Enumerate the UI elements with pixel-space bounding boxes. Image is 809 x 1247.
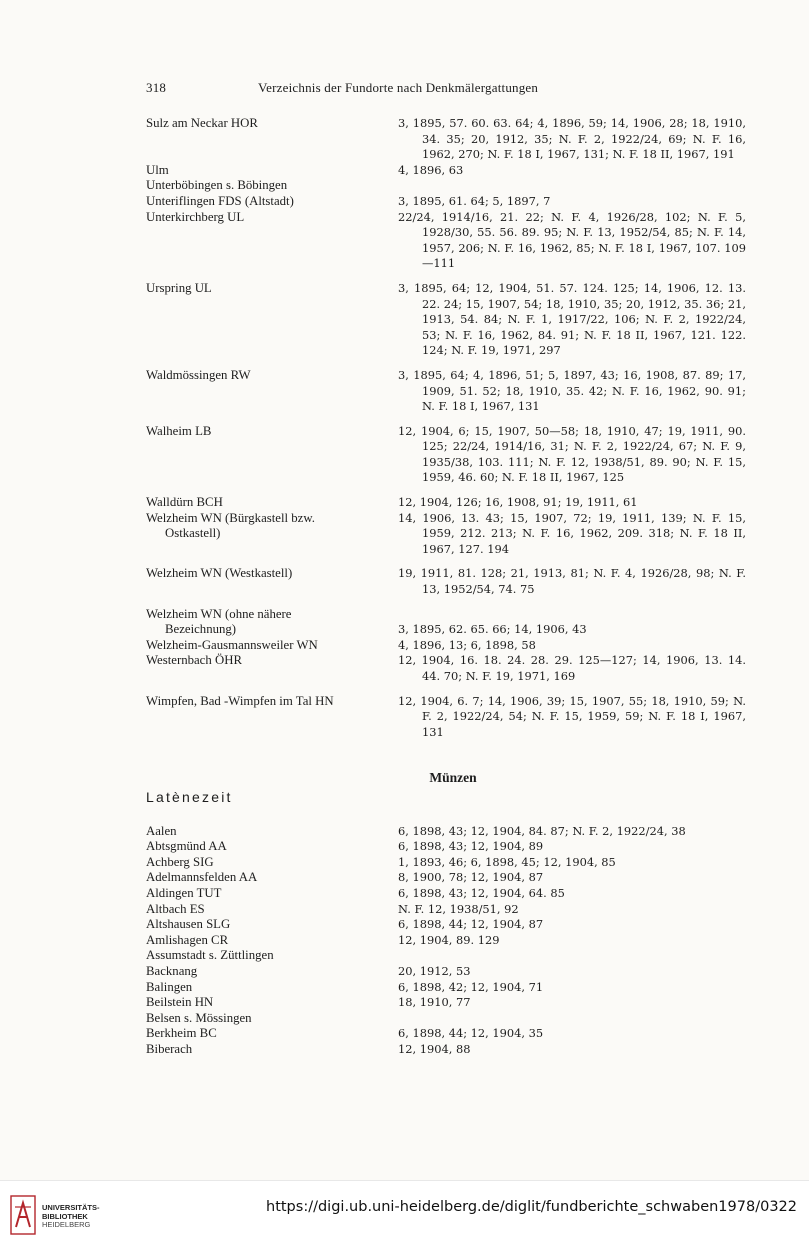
library-logo[interactable] (10, 1195, 130, 1235)
index-entry (146, 281, 746, 359)
place-line: Assumstadt s. Züttlingen (146, 948, 274, 963)
entry-spacer (146, 486, 746, 495)
place-line: Ulm (146, 162, 169, 177)
entry-references (398, 511, 746, 558)
reference-text: 4, 1896, 63 (398, 162, 464, 177)
reference-text: 3, 1895, 62. 65. 66; 14, 1906, 43 (398, 622, 587, 637)
entry-place (146, 870, 398, 886)
place-line: Beilstein HN (146, 995, 214, 1010)
entry-place (146, 839, 398, 855)
reference-text: 18, 1910, 77 (398, 995, 471, 1010)
index-entry (146, 839, 746, 855)
place-line: Biberach (146, 1041, 193, 1056)
index-entry (146, 855, 746, 871)
place-line: Welzheim WN (ohne nähere (146, 606, 292, 621)
entry-references (398, 902, 746, 918)
index-entry (146, 694, 746, 741)
reference-text: 6, 1898, 43; 12, 1904, 89 (398, 839, 544, 854)
place-line: Aldingen TUT (146, 885, 222, 900)
entry-place (146, 178, 398, 194)
entry-spacer (146, 415, 746, 424)
index-entry (146, 1011, 746, 1027)
reference-text (398, 607, 746, 623)
entry-spacer (146, 598, 746, 607)
entry-place (146, 281, 398, 297)
entry-place (146, 1042, 398, 1058)
entry-place (146, 1026, 398, 1042)
index-entry (146, 368, 746, 415)
index-entry (146, 948, 746, 964)
viewer-footer (0, 1180, 809, 1247)
reference-text: 8, 1900, 78; 12, 1904, 87 (398, 870, 544, 885)
place-line: Unterkirchberg UL (146, 209, 245, 224)
index-entry (146, 902, 746, 918)
entry-references (398, 210, 746, 272)
entry-place (146, 566, 398, 582)
entry-references (398, 1026, 746, 1042)
entry-place (146, 163, 398, 179)
running-title: Verzeichnis der Fundorte nach Denkmälergattungen (258, 80, 539, 95)
reference-text: 3, 1895, 64; 12, 1904, 51. 57. 124. 125; 14, 1906, 12. 13. 22. 24; 15, 1907, 54; 18, 1910, 35; 20, 1912, 35. 36; 21, 1913, 54. 84; N. F. 1, 1917/22, 106; N. F. 2, 1922/24, 53; N. F. 16, 1962, 84. 91; N. F. 18 II, 1967, 121. 122. 124; N. F. 19, 1971, 297 (398, 280, 746, 358)
entry-references (398, 566, 746, 597)
index-entry (146, 638, 746, 654)
logo-line-2: BIBLIOTHEK (42, 1211, 88, 1221)
place-line: Westernbach ÖHR (146, 653, 242, 668)
entry-spacer (146, 359, 746, 368)
entry-references (398, 163, 746, 179)
reference-text: 14, 1906, 13. 43; 15, 1907, 72; 19, 1911, 139; N. F. 15, 1959, 212. 213; N. F. 16, 1962, 209. 318; N. F. 18 II, 1967, 127. 194 (398, 510, 746, 556)
index-entry (146, 424, 746, 486)
entry-references (398, 824, 746, 840)
reference-text: 3, 1895, 64; 4, 1896, 51; 5, 1897, 43; 16, 1908, 87. 89; 17, 1909, 51. 52; 18, 1910, 35. 42; N. F. 16, 1962, 90. 91; N. F. 18 I, 1967, 131 (398, 367, 746, 414)
reference-text: 12, 1904, 6. 7; 14, 1906, 39; 15, 1907, 55; 18, 1910, 59; N. F. 2, 1922/24, 54; N. F. 15, 1959, 59; N. F. 18 I, 1967, 131 (398, 693, 746, 739)
place-line: Unterböbingen s. Böbingen (146, 178, 288, 193)
entry-references (398, 933, 746, 949)
index-entry (146, 607, 746, 638)
entry-references (398, 694, 746, 741)
index-entry (146, 886, 746, 902)
entry-place (146, 964, 398, 980)
logo-line-1: UNIVERSITÄTS- (42, 1203, 100, 1212)
reference-text: 12, 1904, 89. 129 (398, 932, 500, 947)
entry-references (398, 281, 746, 359)
index-entry (146, 995, 746, 1011)
reference-text: 6, 1898, 42; 12, 1904, 71 (398, 979, 544, 994)
page-number: 318 (146, 80, 167, 95)
place-line: Backnang (146, 963, 198, 978)
entry-references (398, 607, 746, 638)
place-line: Sulz am Neckar HOR (146, 116, 258, 130)
reference-text: 12, 1904, 16. 18. 24. 28. 29. 125—127; 14, 1906, 13. 14. 44. 70; N. F. 19, 1971, 169 (398, 653, 746, 683)
entry-place (146, 948, 398, 964)
index-entry (146, 653, 746, 684)
place-line: Walheim LB (146, 423, 212, 438)
index-entry (146, 964, 746, 980)
place-line: Bezeichnung) (165, 622, 237, 637)
logo-line-3: HEIDELBERG (42, 1220, 91, 1229)
entry-references (398, 194, 746, 210)
entry-references (398, 424, 746, 486)
entry-references (398, 995, 746, 1011)
entry-place (146, 1011, 398, 1027)
entry-spacer (146, 557, 746, 566)
entry-references (398, 870, 746, 886)
place-line: Welzheim WN (Westkastell) (146, 566, 293, 581)
index-entry (146, 824, 746, 840)
entry-place (146, 855, 398, 871)
entry-place (146, 886, 398, 902)
reference-text: 12, 1904, 88 (398, 1041, 471, 1056)
entry-references (398, 368, 746, 415)
entry-place (146, 511, 398, 542)
index-entry (146, 116, 746, 163)
index-entry (146, 495, 746, 511)
place-line: Aalen (146, 823, 177, 838)
reference-text: 12, 1904, 6; 15, 1907, 50—58; 18, 1910, 47; 19, 1911, 90. 125; 22/24, 1914/16, 31; N. F. 2, 1922/24, 67; N. F. 9, 1935/38, 103. 111; N. F. 12, 1938/51, 89. 90; N. F. 15, 1959, 46. 60; N. F. 18 II, 1967, 125 (398, 423, 746, 485)
entry-references (398, 638, 746, 654)
place-line: Wimpfen, Bad -Wimpfen im Tal HN (146, 693, 334, 708)
index-entry (146, 980, 746, 996)
reference-text: 6, 1898, 44; 12, 1904, 35 (398, 1026, 544, 1041)
entry-place (146, 653, 398, 669)
reference-text: N. F. 12, 1938/51, 92 (398, 901, 519, 916)
place-line: Amlishagen CR (146, 932, 229, 947)
place-line: Unteriflingen FDS (Altstadt) (146, 193, 294, 208)
reference-text: 3, 1895, 61. 64; 5, 1897, 7 (398, 193, 551, 208)
entry-place (146, 995, 398, 1011)
reference-text: 6, 1898, 43; 12, 1904, 64. 85 (398, 885, 565, 900)
place-line: Walldürn BCH (146, 495, 223, 510)
index-entry (146, 566, 746, 597)
entry-references (398, 964, 746, 980)
entry-place (146, 607, 398, 638)
entry-place (146, 638, 398, 654)
reference-text: 1, 1893, 46; 6, 1898, 45; 12, 1904, 85 (398, 854, 616, 869)
entry-place (146, 424, 398, 440)
place-line: Achberg SIG (146, 854, 214, 869)
entry-references (398, 653, 746, 684)
entry-place (146, 917, 398, 933)
entry-place (146, 824, 398, 840)
index-list-bottom (146, 824, 746, 1058)
reference-text: 12, 1904, 126; 16, 1908, 91; 19, 1911, 61 (398, 495, 638, 510)
index-entry (146, 511, 746, 558)
place-line: Belsen s. Mössingen (146, 1010, 252, 1025)
index-entry (146, 163, 746, 179)
entry-references (398, 839, 746, 855)
index-entry (146, 917, 746, 933)
entry-place (146, 495, 398, 511)
entry-references (398, 855, 746, 871)
place-line: Adelmannsfelden AA (146, 870, 258, 885)
index-entry (146, 933, 746, 949)
place-line: Welzheim-Gausmannsweiler WN (146, 637, 318, 652)
reference-text: 4, 1896, 13; 6, 1898, 58 (398, 637, 536, 652)
reference-text: 20, 1912, 53 (398, 963, 471, 978)
place-line: Ostkastell) (165, 526, 221, 541)
place-line: Welzheim WN (Bürgkastell bzw. (146, 510, 315, 525)
index-entry (146, 1026, 746, 1042)
place-line: Berkheim BC (146, 1026, 217, 1041)
place-line: Abtsgmünd AA (146, 839, 227, 854)
entry-references (398, 116, 746, 163)
index-entry (146, 194, 746, 210)
entry-place (146, 116, 398, 132)
index-entry (146, 870, 746, 886)
place-line: Balingen (146, 979, 193, 994)
index-entry (146, 178, 746, 194)
entry-place (146, 933, 398, 949)
entry-references (398, 1042, 746, 1058)
index-content (146, 116, 746, 1057)
reference-text: 6, 1898, 44; 12, 1904, 87 (398, 917, 544, 932)
entry-references (398, 980, 746, 996)
section-title: Münzen (429, 770, 477, 786)
entry-place (146, 694, 398, 710)
place-line: Altshausen SLG (146, 917, 231, 932)
entry-spacer (146, 685, 746, 694)
university-seal-icon (10, 1195, 36, 1235)
entry-place (146, 368, 398, 384)
place-line: Waldmössingen RW (146, 367, 251, 382)
index-entry (146, 210, 746, 272)
index-list-top (146, 116, 746, 740)
entry-place (146, 902, 398, 918)
entry-references (398, 495, 746, 511)
reference-text: 19, 1911, 81. 128; 21, 1913, 81; N. F. 4, 1926/28, 98; N. F. 13, 1952/54, 74. 75 (398, 566, 746, 597)
entry-place (146, 210, 398, 226)
entry-references (398, 917, 746, 933)
entry-references (398, 886, 746, 902)
library-logo-text (42, 1204, 100, 1230)
entry-spacer (146, 272, 746, 281)
reference-text: 6, 1898, 43; 12, 1904, 84. 87; N. F. 2, 1922/24, 38 (398, 823, 686, 838)
reference-text: 3, 1895, 57. 60. 63. 64; 4, 1896, 59; 14, 1906, 28; 18, 1910, 34. 35; 20, 1912, 35; N. F. 2, 1922/24, 69; N. F. 16, 1962, 270; N. F. 18 I, 1967, 131; N. F. 18 II, 1967, 191 (398, 116, 746, 162)
place-line: Urspring UL (146, 280, 212, 295)
reference-text: 22/24, 1914/16, 21. 22; N. F. 4, 1926/28, 102; N. F. 5, 1928/30, 55. 56. 89. 95; N. F. 13, 1952/54, 85; N. F. 14, 1957, 206; N. F. 16, 1962, 85; N. F. 18 I, 1967, 107. 109—111 (398, 209, 746, 271)
entry-place (146, 980, 398, 996)
period-heading: Latènezeit (146, 788, 233, 805)
index-entry (146, 1042, 746, 1058)
permalink-url[interactable]: https://digi.ub.uni-heidelberg.de/diglit/fundberichte_schwaben1978/0322 (266, 1199, 797, 1215)
entry-place (146, 194, 398, 210)
place-line: Altbach ES (146, 901, 205, 916)
